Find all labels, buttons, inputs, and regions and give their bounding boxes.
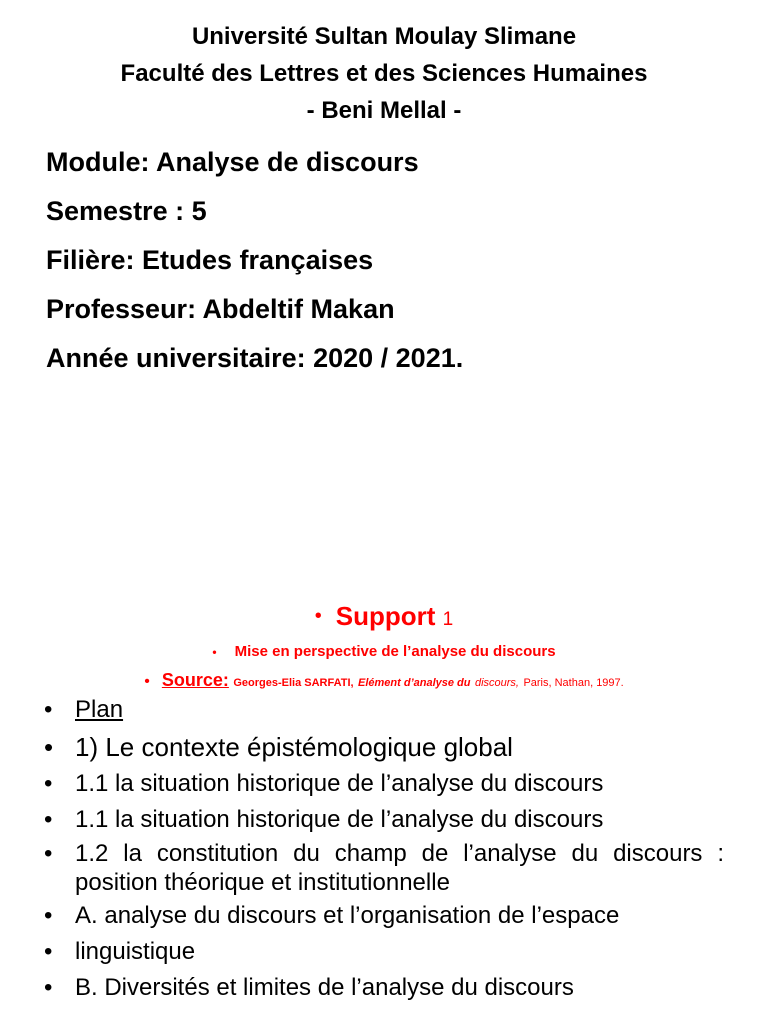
plan-list [44,693,724,1007]
bullet-icon: • [314,605,322,627]
city-name: - Beni Mellal - [306,97,462,124]
professeur-line: Professeur: Abdeltif Makan [46,294,395,324]
support-title: • Support 1 [0,598,768,638]
support-subtitle: • Mise en perspective de l’analyse du discours [0,638,768,666]
semestre-line: Semestre : 5 [46,196,207,226]
bullet-icon: • [144,673,150,690]
bullet-icon: • [212,645,217,659]
source-title: Elément d’analyse du [358,677,471,689]
course-info [46,138,463,383]
support-number: 1 [442,609,454,630]
module-line: Module: Analyse de discours [46,147,419,177]
list-item: • 1) Le contexte épistémologique global [44,729,724,765]
document-header [0,18,768,129]
support-section [0,598,768,697]
university-name: Université Sultan Moulay Slimane [191,23,577,50]
filiere-line: Filière: Etudes françaises [46,245,374,275]
annee-line: Année universitaire: 2020 / 2021. [46,343,464,373]
source-author: Georges-Elia SARFATI, [233,677,354,689]
plan-heading: • Plan [44,693,724,727]
source-title-tail: discours, [474,677,519,689]
list-item: • linguistique [44,935,724,969]
faculty-name: Faculté des Lettres et des Sciences Humaines [120,60,648,87]
list-item: • 1.1 la situation historique de l’analyse du discours [44,803,724,837]
source-label: Source: [161,670,229,690]
list-item: • 1.1 la situation historique de l’analyse du discours [44,767,724,801]
list-item: • 1.2 la constitution du champ de l’analyse du discours : position théorique et institutionnelle [44,839,724,897]
list-item: • A. analyse du discours et l’organisation de l’espace [44,899,724,933]
list-item: • B. Diversités et limites de l’analyse du discours [44,971,724,1005]
source-publisher: Paris, Nathan, 1997. [523,677,624,689]
